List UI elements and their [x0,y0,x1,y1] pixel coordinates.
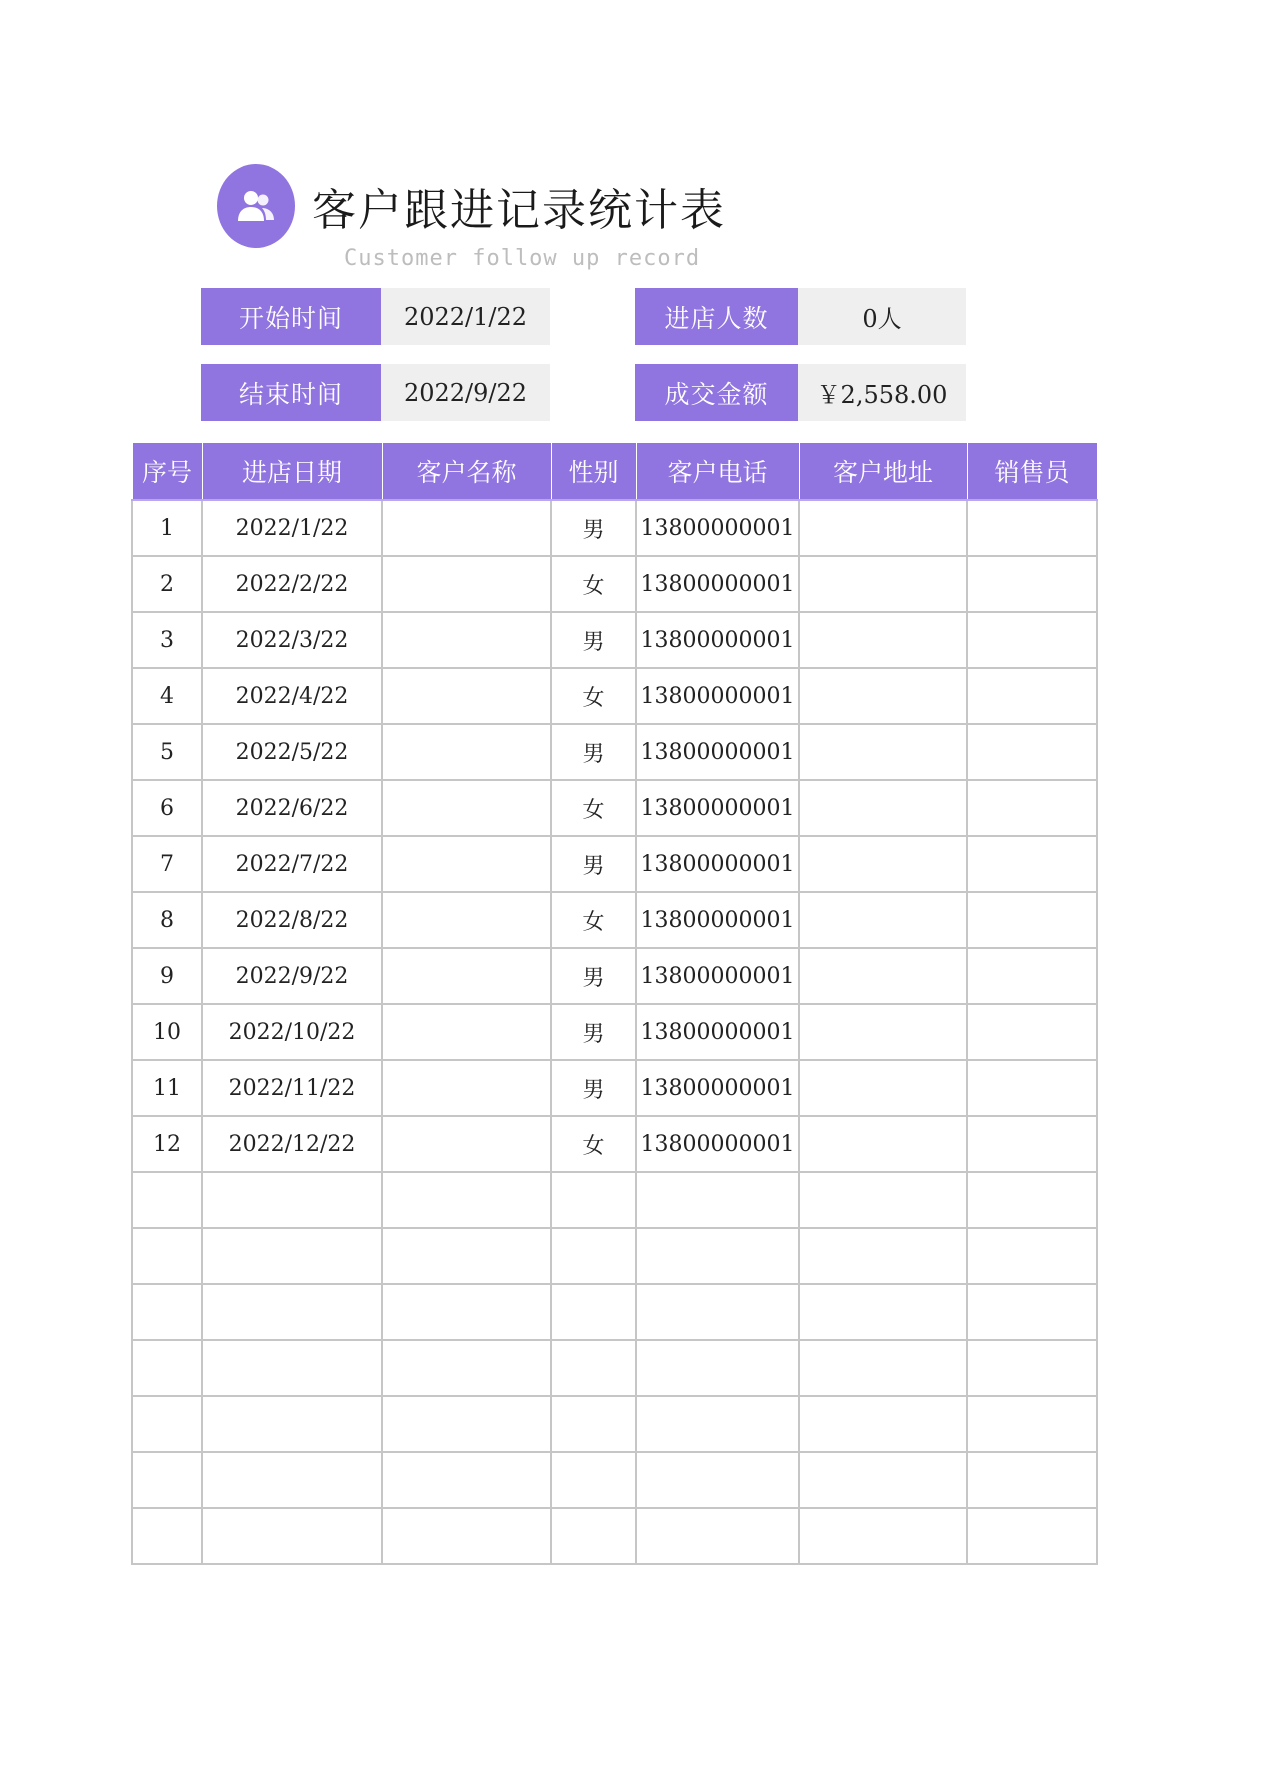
table-row [132,780,1097,836]
phone-cell[interactable] [636,1284,799,1340]
address-cell[interactable] [799,1060,967,1116]
customer-name-cell[interactable] [382,892,551,948]
index-cell[interactable]: 8 [132,892,202,948]
customer-name-cell[interactable] [382,1284,551,1340]
gender-cell[interactable]: 男 [551,948,636,1004]
table-row [132,948,1097,1004]
visit-date-cell[interactable]: 2022/7/22 [202,836,382,892]
index-cell[interactable]: 2 [132,556,202,612]
gender-cell[interactable] [551,1172,636,1228]
table-row [132,668,1097,724]
address-cell[interactable] [799,668,967,724]
phone-cell[interactable]: 13800000001 [636,1004,799,1060]
index-cell[interactable]: 7 [132,836,202,892]
salesperson-cell[interactable] [967,1172,1097,1228]
salesperson-cell[interactable] [967,1340,1097,1396]
address-cell[interactable] [799,948,967,1004]
visit-date-cell[interactable]: 2022/1/22 [202,500,382,556]
col-salesperson-header: 销售员 [967,443,1097,501]
table-row [132,1228,1097,1284]
gender-cell[interactable]: 男 [551,500,636,556]
gender-cell[interactable]: 女 [551,668,636,724]
index-cell[interactable]: 10 [132,1004,202,1060]
gender-cell[interactable]: 女 [551,780,636,836]
address-cell[interactable] [799,1340,967,1396]
deal-amount-value: ￥2,558.00 [798,364,966,421]
end-time-value: 2022/9/22 [381,364,550,421]
salesperson-cell[interactable] [967,1452,1097,1508]
salesperson-cell[interactable] [967,1116,1097,1172]
phone-cell[interactable]: 13800000001 [636,500,799,556]
customer-name-cell[interactable] [382,1116,551,1172]
gender-cell[interactable]: 男 [551,1004,636,1060]
visit-date-cell[interactable] [202,1452,382,1508]
visit-date-cell[interactable] [202,1396,382,1452]
visit-date-cell[interactable]: 2022/8/22 [202,892,382,948]
page-title: 客户跟进记录统计表 [312,185,726,236]
salesperson-cell[interactable] [967,500,1097,556]
gender-cell[interactable] [551,1228,636,1284]
address-cell[interactable] [799,1508,967,1564]
index-cell[interactable]: 5 [132,724,202,780]
visitors-label: 进店人数 [635,288,798,345]
gender-cell[interactable]: 女 [551,556,636,612]
phone-cell[interactable] [636,1452,799,1508]
address-cell[interactable] [799,1228,967,1284]
customer-name-cell[interactable] [382,1508,551,1564]
gender-cell[interactable] [551,1452,636,1508]
salesperson-cell[interactable] [967,724,1097,780]
table-header-row [132,443,1097,501]
phone-cell[interactable]: 13800000001 [636,668,799,724]
index-cell[interactable]: 3 [132,612,202,668]
salesperson-cell[interactable] [967,1508,1097,1564]
index-cell[interactable] [132,1284,202,1340]
deal-amount-label: 成交金额 [635,364,798,421]
visit-date-cell[interactable]: 2022/4/22 [202,668,382,724]
gender-cell[interactable] [551,1508,636,1564]
customer-name-cell[interactable] [382,1004,551,1060]
report-header [0,0,1267,280]
visit-date-cell[interactable] [202,1172,382,1228]
address-cell[interactable] [799,780,967,836]
gender-cell[interactable] [551,1396,636,1452]
end-time-label: 结束时间 [201,364,381,421]
customer-name-cell[interactable] [382,724,551,780]
customer-name-cell[interactable] [382,500,551,556]
address-cell[interactable] [799,1284,967,1340]
address-cell[interactable] [799,1396,967,1452]
index-cell[interactable]: 4 [132,668,202,724]
records-table [131,442,1098,1565]
customer-name-cell[interactable] [382,1228,551,1284]
phone-cell[interactable] [636,1340,799,1396]
visit-date-cell[interactable] [202,1508,382,1564]
table-row [132,724,1097,780]
table-row [132,1284,1097,1340]
phone-cell[interactable]: 13800000001 [636,836,799,892]
page-subtitle: Customer follow up record [344,246,701,271]
table-row [132,1452,1097,1508]
index-cell[interactable] [132,1172,202,1228]
customer-name-cell[interactable] [382,1060,551,1116]
customer-name-cell[interactable] [382,1452,551,1508]
phone-cell[interactable] [636,1228,799,1284]
gender-cell[interactable] [551,1284,636,1340]
table-row [132,1060,1097,1116]
customer-name-cell[interactable] [382,780,551,836]
index-cell[interactable]: 12 [132,1116,202,1172]
address-cell[interactable] [799,1172,967,1228]
visit-date-cell[interactable]: 2022/5/22 [202,724,382,780]
phone-cell[interactable]: 13800000001 [636,556,799,612]
address-cell[interactable] [799,892,967,948]
phone-cell[interactable]: 13800000001 [636,724,799,780]
customer-name-cell[interactable] [382,556,551,612]
salesperson-cell[interactable] [967,780,1097,836]
col-visit-date-header: 进店日期 [202,443,382,501]
salesperson-cell[interactable] [967,1228,1097,1284]
gender-cell[interactable]: 男 [551,612,636,668]
phone-cell[interactable] [636,1172,799,1228]
visit-date-cell[interactable]: 2022/3/22 [202,612,382,668]
index-cell[interactable]: 11 [132,1060,202,1116]
col-address-header: 客户地址 [799,443,967,501]
address-cell[interactable] [799,1452,967,1508]
address-cell[interactable] [799,1116,967,1172]
phone-cell[interactable]: 13800000001 [636,1060,799,1116]
visit-date-cell[interactable]: 2022/11/22 [202,1060,382,1116]
address-cell[interactable] [799,612,967,668]
salesperson-cell[interactable] [967,836,1097,892]
gender-cell[interactable]: 女 [551,1116,636,1172]
index-cell[interactable] [132,1508,202,1564]
table-row [132,892,1097,948]
table-row [132,1396,1097,1452]
phone-cell[interactable] [636,1508,799,1564]
index-cell[interactable]: 1 [132,500,202,556]
salesperson-cell[interactable] [967,556,1097,612]
gender-cell[interactable] [551,1340,636,1396]
salesperson-cell[interactable] [967,1060,1097,1116]
address-cell[interactable] [799,836,967,892]
customer-name-cell[interactable] [382,1340,551,1396]
visit-date-cell[interactable]: 2022/2/22 [202,556,382,612]
address-cell[interactable] [799,724,967,780]
index-cell[interactable] [132,1228,202,1284]
table-body [132,500,1097,1564]
col-index-header: 序号 [132,443,202,501]
salesperson-cell[interactable] [967,948,1097,1004]
gender-cell[interactable]: 女 [551,892,636,948]
salesperson-cell[interactable] [967,668,1097,724]
table-row [132,1508,1097,1564]
col-customer-name-header: 客户名称 [382,443,551,501]
salesperson-cell[interactable] [967,1004,1097,1060]
phone-cell[interactable]: 13800000001 [636,892,799,948]
address-cell[interactable] [799,1004,967,1060]
customer-name-cell[interactable] [382,948,551,1004]
customer-name-cell[interactable] [382,836,551,892]
start-time-label: 开始时间 [201,288,381,345]
col-gender-header: 性别 [551,443,636,501]
phone-cell[interactable] [636,1396,799,1452]
index-cell[interactable] [132,1340,202,1396]
customer-name-cell[interactable] [382,612,551,668]
index-cell[interactable] [132,1452,202,1508]
phone-cell[interactable]: 13800000001 [636,612,799,668]
visitors-value: 0人 [798,288,966,345]
customer-name-cell[interactable] [382,1396,551,1452]
table-row [132,1172,1097,1228]
visit-date-cell[interactable]: 2022/12/22 [202,1116,382,1172]
visit-date-cell[interactable] [202,1228,382,1284]
table-row [132,836,1097,892]
start-time-value: 2022/1/22 [381,288,550,345]
table-row [132,500,1097,556]
address-cell[interactable] [799,500,967,556]
phone-cell[interactable]: 13800000001 [636,1116,799,1172]
visit-date-cell[interactable]: 2022/9/22 [202,948,382,1004]
address-cell[interactable] [799,556,967,612]
table-row [132,556,1097,612]
salesperson-cell[interactable] [967,612,1097,668]
salesperson-cell[interactable] [967,892,1097,948]
phone-cell[interactable]: 13800000001 [636,780,799,836]
index-cell[interactable] [132,1396,202,1452]
users-icon [217,164,295,248]
salesperson-cell[interactable] [967,1284,1097,1340]
visit-date-cell[interactable]: 2022/10/22 [202,1004,382,1060]
gender-cell[interactable]: 男 [551,724,636,780]
table-row [132,612,1097,668]
table-row [132,1116,1097,1172]
index-cell[interactable]: 6 [132,780,202,836]
visit-date-cell[interactable] [202,1340,382,1396]
phone-cell[interactable]: 13800000001 [636,948,799,1004]
table-row [132,1004,1097,1060]
gender-cell[interactable]: 男 [551,1060,636,1116]
salesperson-cell[interactable] [967,1396,1097,1452]
customer-name-cell[interactable] [382,1172,551,1228]
customer-name-cell[interactable] [382,668,551,724]
visit-date-cell[interactable] [202,1284,382,1340]
col-phone-header: 客户电话 [636,443,799,501]
index-cell[interactable]: 9 [132,948,202,1004]
visit-date-cell[interactable]: 2022/6/22 [202,780,382,836]
gender-cell[interactable]: 男 [551,836,636,892]
table-row [132,1340,1097,1396]
